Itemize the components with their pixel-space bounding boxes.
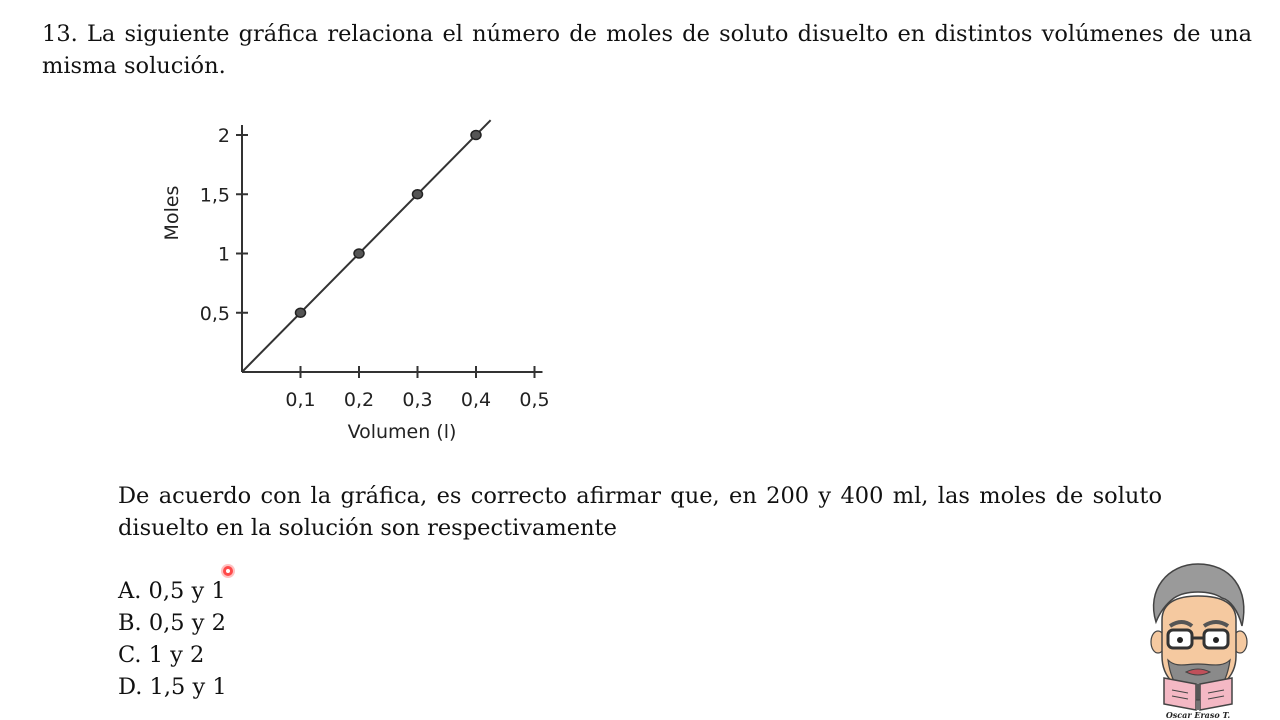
y-tick-label: 1 — [217, 243, 230, 266]
option-d[interactable]: D. 1,5 y 1 — [118, 674, 227, 700]
cursor-pointer — [223, 566, 233, 576]
moles-volume-chart — [150, 110, 570, 455]
x-tick-label: 0,1 — [285, 389, 316, 411]
data-point — [413, 190, 423, 199]
x-tick-label: 0,5 — [519, 389, 550, 411]
y-tick-label: 2 — [217, 125, 230, 147]
data-point — [471, 131, 481, 140]
y-axis-title: Moles — [161, 185, 183, 241]
author-avatar — [1138, 560, 1254, 720]
x-axis-group — [242, 366, 550, 411]
author-signature: Oscar Eraso T. — [1165, 710, 1231, 720]
option-b[interactable]: B. 0,5 y 2 — [118, 610, 226, 636]
data-point — [296, 308, 306, 317]
y-tick-label: 0,5 — [199, 302, 230, 325]
x-tick-label: 0,2 — [343, 389, 375, 411]
data-line — [242, 120, 491, 372]
option-a[interactable]: A. 0,5 y 1 — [118, 578, 226, 604]
answer-options — [118, 575, 227, 703]
x-tick-label: 0,3 — [402, 389, 433, 411]
question-prompt: De acuerdo con la gráfica, es correcto afirmar que, en 200 y 400 ml, las moles de soluto disuelto en la solución son respectivamente — [118, 483, 1162, 541]
x-tick-label: 0,4 — [460, 389, 492, 411]
question-text: 13. La siguiente gráfica relaciona el número de moles de soluto disuelto en distintos volúmenes de una misma solución. — [42, 21, 1252, 79]
data-point — [354, 249, 364, 258]
x-axis-title: Volumen (l) — [347, 421, 457, 443]
series-group — [242, 120, 491, 372]
y-axis-group — [200, 125, 248, 372]
option-c[interactable]: C. 1 y 2 — [118, 642, 205, 668]
y-tick-label: 1,5 — [199, 184, 230, 207]
